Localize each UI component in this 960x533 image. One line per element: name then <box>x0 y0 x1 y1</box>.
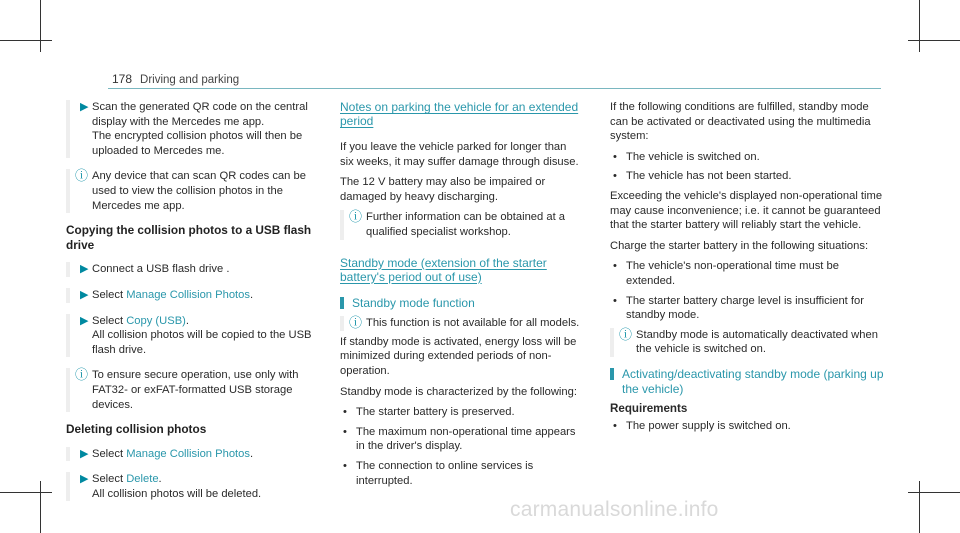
column-right <box>610 100 885 438</box>
page-number: 178 <box>112 72 133 86</box>
crop-mark <box>919 0 920 52</box>
note-text: This function is not available for all models. <box>366 317 580 330</box>
crop-mark <box>40 0 41 52</box>
step-result: All collision photos will be copied to the USB flash drive. <box>92 329 312 356</box>
list-item: • The starter battery is preserved. <box>340 405 580 420</box>
step-select-manage-delete <box>66 447 326 462</box>
step-prefix: Select <box>92 473 127 486</box>
page-header <box>112 72 239 88</box>
info-icon: ⓘ <box>75 168 89 184</box>
note-auto-deactivate <box>610 328 885 357</box>
heading-standby-function <box>340 296 580 311</box>
note-workshop <box>340 210 580 239</box>
step-select-delete <box>66 472 326 501</box>
crop-mark <box>908 40 960 41</box>
watermark: carmanualsonline.info <box>510 498 719 521</box>
heading-text: Activating/deactivating standby mode (parking up the vehicle) <box>622 366 884 396</box>
crop-mark <box>0 492 52 493</box>
info-icon: ⓘ <box>75 367 89 383</box>
note-qr <box>66 169 326 213</box>
info-icon: ⓘ <box>349 209 363 225</box>
info-icon: ⓘ <box>619 326 633 342</box>
header-rule <box>108 88 881 89</box>
arrow-right-icon: ▶ <box>80 473 89 486</box>
list-item: • The connection to online services is interrupted. <box>340 459 580 488</box>
step-text: Scan the generated QR code on the central display with the Mercedes me app. <box>92 101 308 128</box>
step-suffix: . <box>158 473 162 486</box>
step-select-copy <box>66 314 326 358</box>
heading-standby-mode: Standby mode (extension of the starter battery's period out of use) <box>340 255 547 284</box>
note-text: To ensure secure operation, use only with FAT32- or exFAT-formatted USB storage devices. <box>92 369 299 411</box>
crop-mark <box>908 492 960 493</box>
note-usb-format <box>66 368 326 412</box>
step-prefix: Select <box>92 447 127 460</box>
paragraph: Standby mode is characterized by the following: <box>340 385 577 398</box>
list-item: • The vehicle's non-operational time must be extended. <box>610 259 885 288</box>
step-suffix: . <box>185 314 189 327</box>
heading-delete: Deleting collision photos <box>66 422 207 437</box>
paragraph: Charge the starter battery in the following situations: <box>610 239 869 252</box>
step-prefix: Select <box>92 314 127 327</box>
paragraph: If you leave the vehicle parked for longer than six weeks, it may suffer damage through disuse. <box>340 141 579 168</box>
step-prefix: Select <box>92 288 127 301</box>
menu-item-delete[interactable]: Delete <box>126 473 159 486</box>
heading-text: Standby mode function <box>352 295 475 310</box>
arrow-right-icon: ▶ <box>80 447 89 460</box>
crop-mark <box>40 481 41 533</box>
step-scan <box>66 100 326 158</box>
column-middle <box>340 100 580 493</box>
arrow-right-icon: ▶ <box>80 314 89 327</box>
list-item: • The vehicle is switched on. <box>610 150 885 165</box>
menu-item-manage-collision-photos[interactable]: Manage Collision Photos <box>126 447 250 460</box>
step-select-manage <box>66 288 326 303</box>
step-text: Connect a USB flash drive . <box>92 263 230 276</box>
arrow-right-icon: ▶ <box>80 263 89 276</box>
column-left <box>66 100 326 512</box>
list-item: • The maximum non-operational time appears in the driver's display. <box>340 425 580 454</box>
note-text: Standby mode is automatically deactivated when the vehicle is switched on. <box>636 328 878 356</box>
section-marker <box>340 297 344 309</box>
arrow-right-icon: ▶ <box>80 288 89 301</box>
section-name: Driving and parking <box>140 74 240 86</box>
paragraph: Exceeding the vehicle's displayed non-operational time may cause inconvenience; i.e. it cannot be guaranteed that the starter battery will reliably start the vehicle. <box>610 189 883 232</box>
section-marker <box>610 368 614 380</box>
paragraph: If the following conditions are fulfilled, standby mode can be activated or deactivated using the multimedia system: <box>610 101 871 143</box>
crop-mark <box>919 481 920 533</box>
heading-activating-standby <box>610 367 885 396</box>
paragraph: If standby mode is activated, energy loss will be minimized during extended periods of non-operation. <box>340 335 577 377</box>
note-availability <box>340 316 580 331</box>
arrow-right-icon: ▶ <box>80 101 89 113</box>
note-text: Any device that can scan QR codes can be used to view the collision photos in the Mercedes me app. <box>92 170 306 212</box>
crop-mark <box>0 40 52 41</box>
menu-item-manage-collision-photos[interactable]: Manage Collision Photos <box>126 288 250 301</box>
list-item: • The power supply is switched on. <box>610 419 885 434</box>
step-connect-usb <box>66 262 326 277</box>
heading-requirements: Requirements <box>610 402 688 416</box>
menu-item-copy-usb[interactable]: Copy (USB) <box>126 314 186 327</box>
note-text: Further information can be obtained at a qualified specialist workshop. <box>366 211 566 238</box>
heading-parking-extended: Notes on parking the vehicle for an extended period <box>340 100 579 128</box>
list-item: • The starter battery charge level is insufficient for standby mode. <box>610 294 885 323</box>
paragraph: The 12 V battery may also be impaired or damaged by heavy discharging. <box>340 176 546 203</box>
step-result: All collision photos will be deleted. <box>92 487 262 500</box>
step-suffix: . <box>249 447 254 460</box>
step-suffix: . <box>249 288 254 301</box>
step-result: The encrypted collision photos will then be uploaded to Mercedes me. <box>92 130 303 157</box>
list-item: • The vehicle has not been started. <box>610 169 885 184</box>
heading-copy-usb: Copying the collision photos to a USB flash drive <box>66 223 312 252</box>
info-icon: ⓘ <box>349 315 363 331</box>
